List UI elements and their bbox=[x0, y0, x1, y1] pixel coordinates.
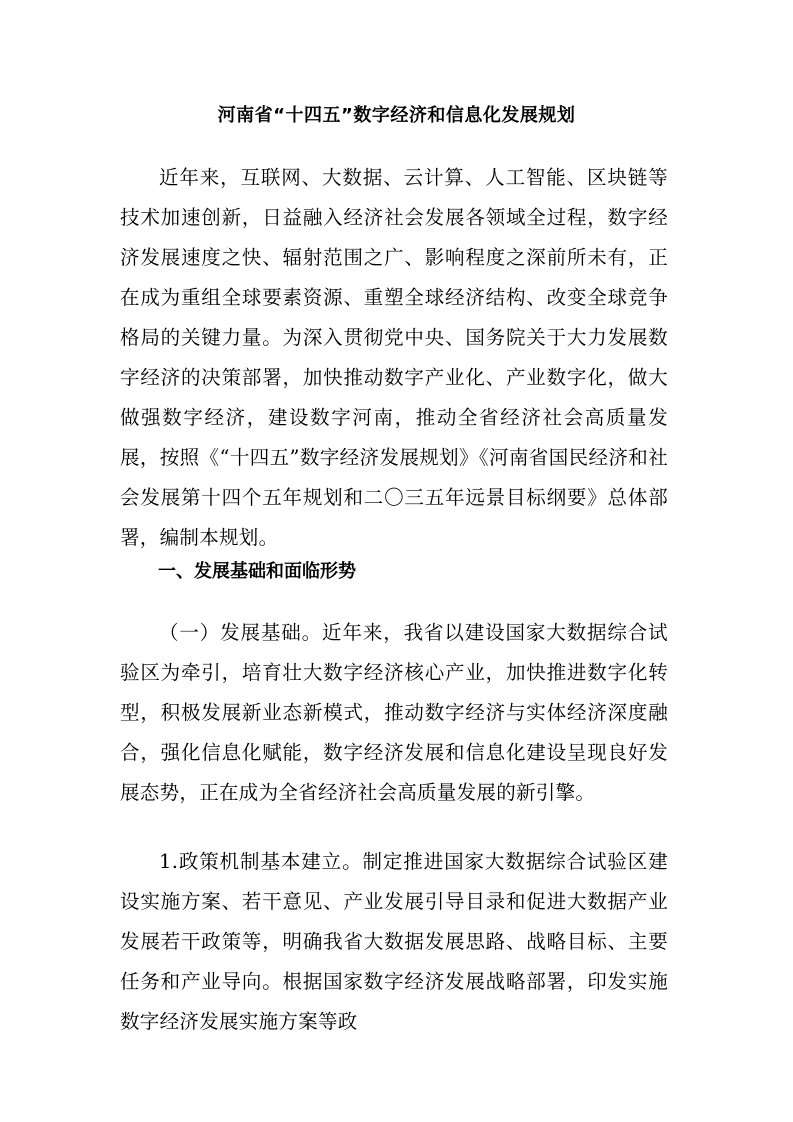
section-heading: 一、发展基础和面临形势 bbox=[158, 561, 356, 582]
intro-paragraph: 近年来，互联网、大数据、云计算、人工智能、区块链等技术加速创新，日益融入经济社会发展各领域全过程，数字经济发展速度之快、辐射范围之广、影响程度之深前所未有，正在成为重组全球要素资源、重塑全球经济结构、改变全球竞争格局的关键力量。为深入贯彻党中央、国务院关于大力发展数字经济的决策部署，加快推动数字产业化、产业数字化，做大做强数字经济，建设数字河南，推动全省经济社会高质量发展，按照《“十四五”数字经济发展规划》《河南省国民经济和社会发展第十四个五年规划和二〇三五年远景目标纲要》总体部署，编制本规划。 bbox=[120, 166, 668, 549]
section-paragraph: （一）发展基础。近年来，我省以建设国家大数据综合试验区为牵引，培育壮大数字经济核心产业，加快推进数字化转型，积极发展新业态新模式，推动数字经济与实体经济深度融合，强化信息化赋能，数字经济发展和信息化建设呈现良好发展态势，正在成为全省经济社会高质量发展的新引擎。 bbox=[120, 621, 668, 804]
document-title: 河南省“十四五”数字经济和信息化发展规划 bbox=[217, 105, 576, 126]
item-paragraph: 1.政策机制基本建立。制定推进国家大数据综合试验区建设实施方案、若干意见、产业发展引导目录和促进大数据产业发展若干政策等，明确我省大数据发展思路、战略目标、主要任务和产业导向。根据国家数字经济发展战略部署，印发实施数字经济发展实施方案等政 bbox=[120, 850, 668, 1033]
